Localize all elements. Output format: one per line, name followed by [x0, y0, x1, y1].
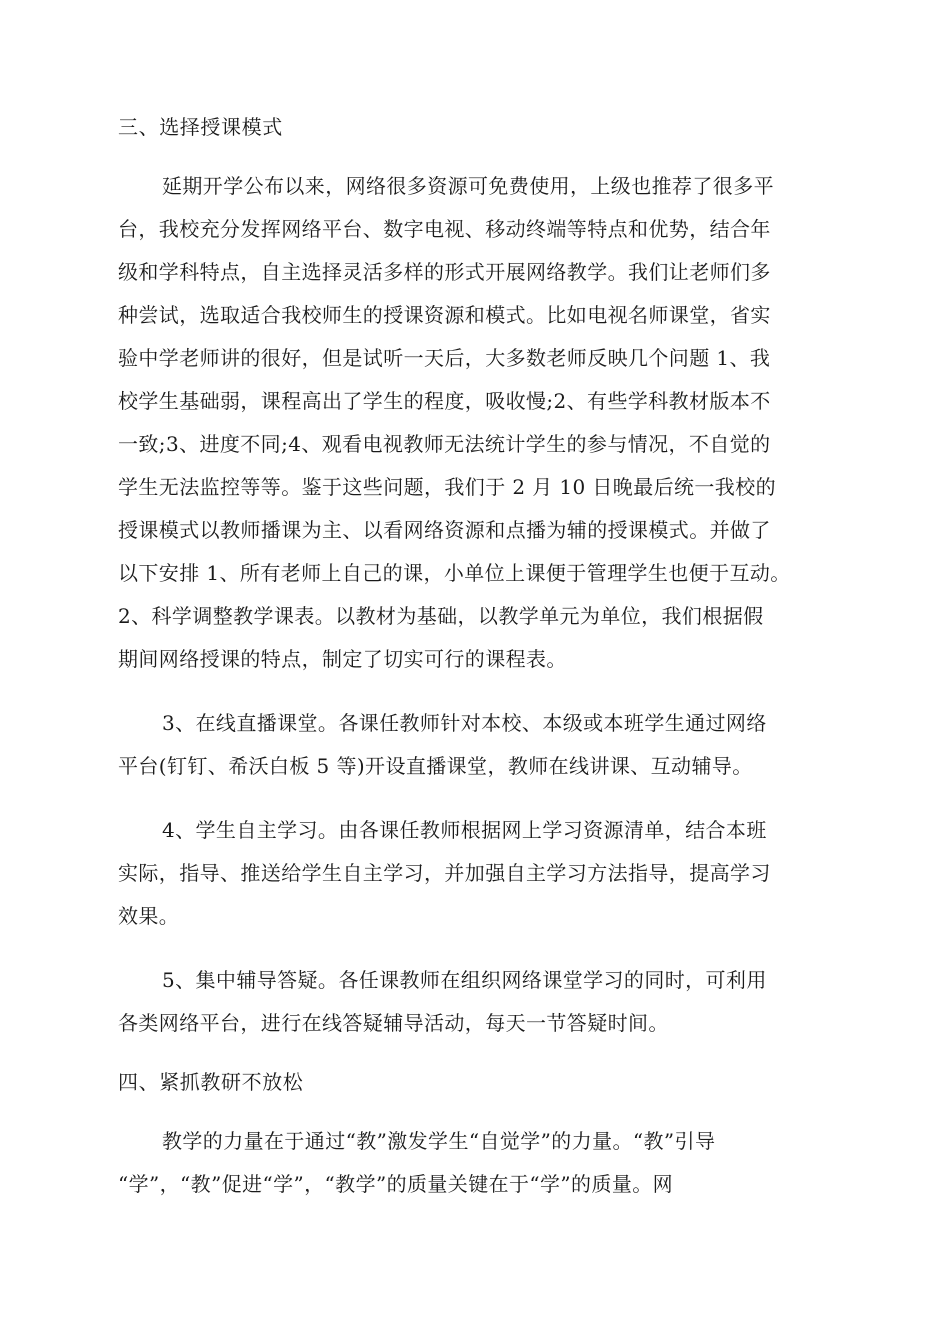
paragraph-line: 平台(钉钉、希沃白板 5 等)开设直播课堂，教师在线讲课、互动辅导。 [118, 754, 753, 778]
section-heading-4: 四、紧抓教研不放松 [118, 1070, 304, 1094]
paragraph-line: 期间网络授课的特点，制定了切实可行的课程表。 [118, 647, 567, 671]
paragraph-line: 5、集中辅导答疑。各任课教师在组织网络课堂学习的同时，可利用 [162, 968, 767, 992]
paragraph-line: 各类网络平台，进行在线答疑辅导活动，每天一节答疑时间。 [118, 1011, 669, 1035]
paragraph-line: 效果。 [118, 904, 180, 928]
paragraph-line: 2、科学调整教学课表。以教材为基础，以教学单元为单位，我们根据假 [118, 604, 764, 628]
paragraph-line: 以下安排 1、所有老师上自己的课，小单位上课便于管理学生也便于互动。 [118, 561, 791, 585]
paragraph-line: 校学生基础弱，课程高出了学生的程度，吸收慢;2、有些学科教材版本不 [118, 389, 771, 413]
paragraph-line: 级和学科特点，自主选择灵活多样的形式开展网络教学。我们让老师们多 [118, 260, 771, 284]
paragraph-line: 一致;3、进度不同;4、观看电视教师无法统计学生的参与情况，不自觉的 [118, 432, 771, 456]
paragraph-line: 教学的力量在于通过“教”激发学生“自觉学”的力量。“教”引导 [162, 1129, 716, 1153]
paragraph-line: 种尝试，选取适合我校师生的授课资源和模式。比如电视名师课堂，省实 [118, 303, 771, 327]
paragraph-line: 授课模式以教师播课为主、以看网络资源和点播为辅的授课模式。并做了 [118, 518, 771, 542]
paragraph-line: 4、学生自主学习。由各课任教师根据网上学习资源清单，结合本班 [162, 818, 767, 842]
paragraph-line: 学生无法监控等等。鉴于这些问题，我们于 2 月 10 日晚最后统一我校的 [118, 475, 777, 499]
section-heading-3: 三、选择授课模式 [118, 115, 283, 139]
paragraph-line: 实际，指导、推送给学生自主学习，并加强自主学习方法指导，提高学习 [118, 861, 771, 885]
paragraph-line: 验中学老师讲的很好，但是试听一天后，大多数老师反映几个问题 1、我 [118, 346, 771, 370]
paragraph-line: “学”，“教”促进“学”，“教学”的质量关键在于“学”的质量。网 [118, 1172, 674, 1196]
paragraph-line: 台，我校充分发挥网络平台、数字电视、移动终端等特点和优势，结合年 [118, 217, 771, 241]
paragraph-line: 3、在线直播课堂。各课任教师针对本校、本级或本班学生通过网络 [162, 711, 767, 735]
paragraph-line: 延期开学公布以来，网络很多资源可免费使用，上级也推荐了很多平 [162, 174, 774, 198]
